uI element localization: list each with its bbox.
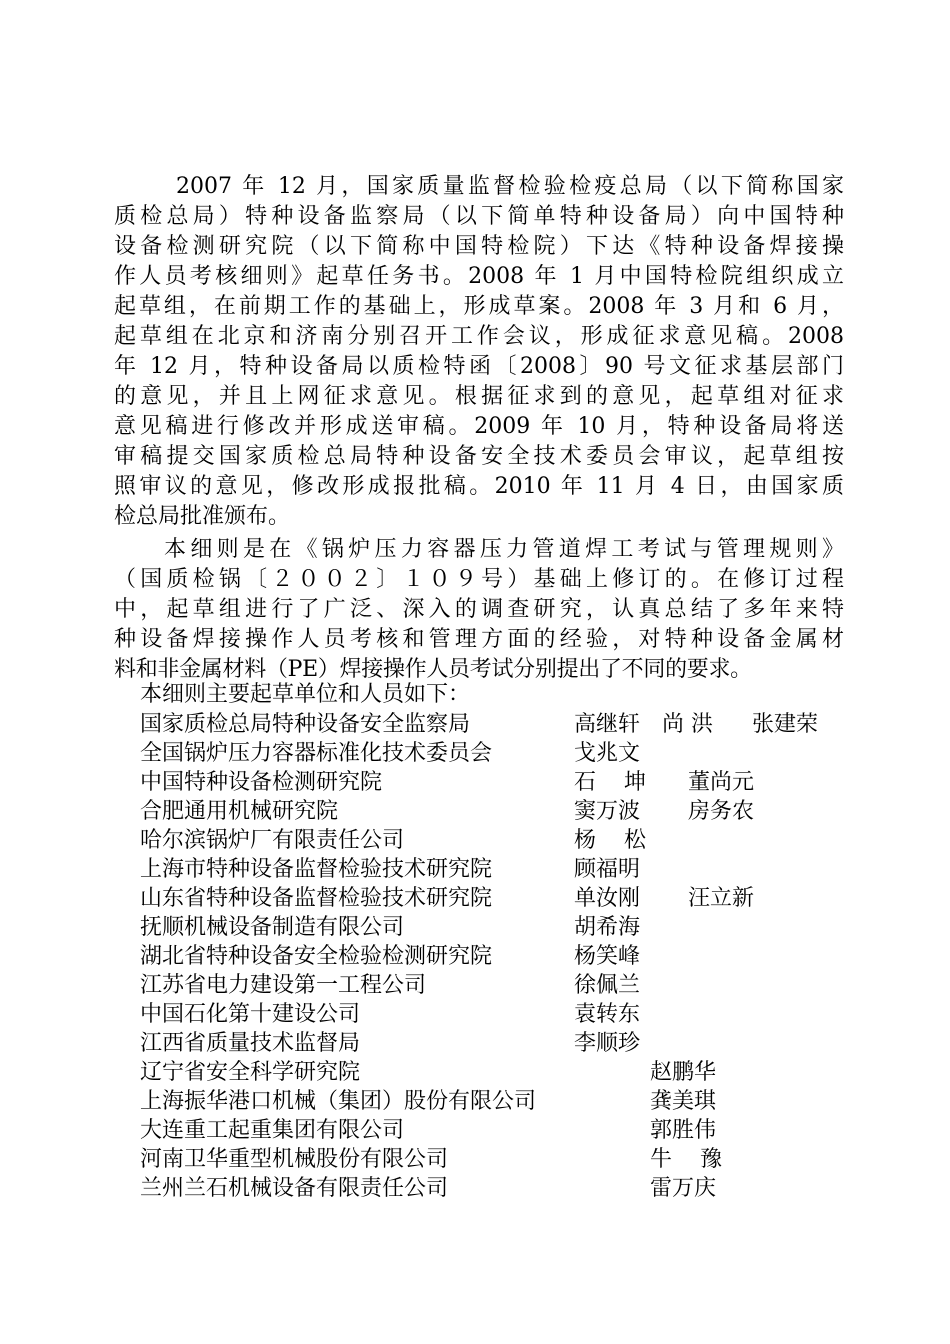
person-name: 戈兆文 bbox=[574, 741, 641, 766]
paragraph-line: 起草组在北京和济南分别召开工作会议，形成征求意见稿。2008 bbox=[114, 324, 844, 349]
organization-name: 抚顺机械设备制造有限公司 bbox=[140, 915, 405, 940]
drafters-intro: 本细则主要起草单位和人员如下： bbox=[140, 682, 471, 707]
organization-name: 中国特种设备检测研究院 bbox=[140, 770, 383, 795]
person-name: 单汝刚 bbox=[574, 886, 641, 911]
organization-name: 兰州兰石机械设备有限责任公司 bbox=[140, 1176, 449, 1201]
person-name: 赵鹏华 bbox=[650, 1060, 717, 1085]
paragraph-line: 年 12 月，特种设备局以质检特函〔2008〕90 号文征求基层部门 bbox=[114, 354, 844, 379]
person-name: 李顺珍 bbox=[574, 1031, 641, 1056]
paragraph-line: 作人员考核细则》起草任务书。2008 年 1 月中国特检院组织成立 bbox=[114, 264, 844, 289]
paragraph-line: 2007 年 12 月，国家质量监督检验检疫总局（以下简称国家 bbox=[176, 174, 844, 199]
paragraph-line: 照审议的意见，修改形成报批稿。2010 年 11 月 4 日，由国家质 bbox=[114, 474, 844, 499]
organization-name: 上海市特种设备监督检验技术研究院 bbox=[140, 857, 493, 882]
paragraph-line: 意见稿进行修改并形成送审稿。2009 年 10 月，特种设备局将送 bbox=[114, 414, 844, 439]
person-name: 高继轩 bbox=[574, 712, 641, 737]
organization-name: 山东省特种设备监督检验技术研究院 bbox=[140, 886, 493, 911]
person-name: 胡希海 bbox=[574, 915, 641, 940]
organization-name: 江苏省电力建设第一工程公司 bbox=[140, 973, 427, 998]
organization-name: 全国锅炉压力容器标准化技术委员会 bbox=[140, 741, 493, 766]
organization-name: 合肥通用机械研究院 bbox=[140, 799, 339, 824]
person-name: 徐佩兰 bbox=[574, 973, 641, 998]
paragraph-line: 中，起草组进行了广泛、深入的调查研究，认真总结了多年来特 bbox=[114, 597, 844, 622]
organization-name: 哈尔滨锅炉厂有限责任公司 bbox=[140, 828, 405, 853]
organization-name: 大连重工起重集团有限公司 bbox=[140, 1118, 405, 1143]
person-name: 龚美琪 bbox=[650, 1089, 717, 1114]
paragraph-line: 检总局批准颁布。 bbox=[114, 504, 291, 529]
person-name: 雷万庆 bbox=[650, 1176, 717, 1201]
person-name: 董尚元 bbox=[688, 770, 755, 795]
person-name: 杨 松 bbox=[574, 828, 646, 853]
person-name: 张建荣 bbox=[752, 712, 819, 737]
person-name: 顾福明 bbox=[574, 857, 641, 882]
paragraph-line: （国质检锅〔２００２〕１０９号）基础上修订的。在修订过程 bbox=[114, 567, 844, 592]
organization-name: 辽宁省安全科学研究院 bbox=[140, 1060, 361, 1085]
person-name: 汪立新 bbox=[688, 886, 755, 911]
organization-name: 国家质检总局特种设备安全监察局 bbox=[140, 712, 471, 737]
paragraph-line: 的意见，并且上网征求意见。根据征求到的意见，起草组对征求 bbox=[114, 384, 844, 409]
person-name: 郭胜伟 bbox=[650, 1118, 717, 1143]
organization-name: 湖北省特种设备安全检验检测研究院 bbox=[140, 944, 493, 969]
person-name: 石 坤 bbox=[574, 770, 646, 795]
paragraph-line: 种设备焊接操作人员考核和管理方面的经验，对特种设备金属材 bbox=[114, 627, 844, 652]
paragraph-line: 起草组，在前期工作的基础上，形成草案。2008 年 3 月和 6 月， bbox=[114, 294, 844, 319]
paragraph-line: 料和非金属材料（PE）焊接操作人员考试分别提出了不同的要求。 bbox=[114, 657, 752, 682]
person-name: 窦万波 bbox=[574, 799, 641, 824]
organization-name: 江西省质量技术监督局 bbox=[140, 1031, 361, 1056]
paragraph-line: 审稿提交国家质检总局特种设备安全技术委员会审议，起草组按 bbox=[114, 444, 844, 469]
paragraph-line: 本细则是在《锅炉压力容器压力管道焊工考试与管理规则》 bbox=[164, 537, 844, 562]
person-name: 尚 洪 bbox=[662, 712, 713, 737]
organization-name: 上海振华港口机械（集团）股份有限公司 bbox=[140, 1089, 537, 1114]
person-name: 牛 豫 bbox=[650, 1147, 722, 1172]
person-name: 杨笑峰 bbox=[574, 944, 641, 969]
organization-name: 河南卫华重型机械股份有限公司 bbox=[140, 1147, 449, 1172]
person-name: 房务农 bbox=[688, 799, 755, 824]
person-name: 袁转东 bbox=[574, 1002, 641, 1027]
organization-name: 中国石化第十建设公司 bbox=[140, 1002, 361, 1027]
paragraph-line: 设备检测研究院（以下简称中国特检院）下达《特种设备焊接操 bbox=[114, 234, 844, 259]
paragraph-line: 质检总局）特种设备监察局（以下简单特种设备局）向中国特种 bbox=[114, 204, 844, 229]
